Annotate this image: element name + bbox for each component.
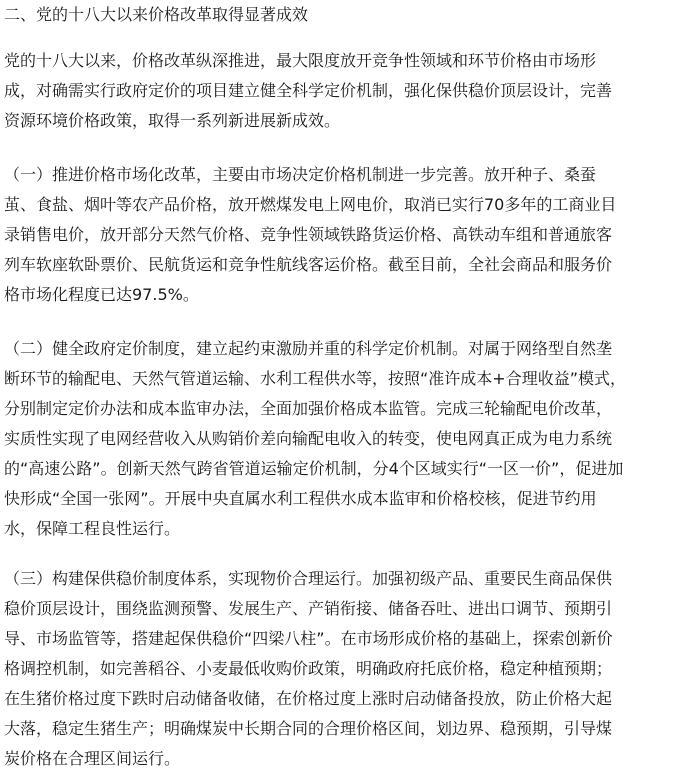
paragraph-line: （一）推进价格市场化改革，主要由市场决定价格机制进一步完善。放开种子、桑蚕: [4, 165, 597, 184]
paragraph-line: 格市场化程度已达97.5%。: [4, 285, 199, 304]
paragraph-line: 炭价格在合理区间运行。: [4, 749, 181, 768]
section-heading: 二、党的十八大以来价格改革取得显著成效: [4, 5, 309, 24]
paragraph-line: 格调控机制，如完善稻谷、小麦最低收购价政策，明确政府托底价格，稳定种植预期；: [4, 659, 613, 678]
paragraph-line: 分别制定定价办法和成本监审办法，全面加强价格成本监管。完成三轮输配电价改革，: [4, 399, 613, 418]
paragraph-line: 录销售电价，放开部分天然气价格、竞争性领域铁路货运价格、高铁动车组和普通旅客: [4, 225, 613, 244]
paragraph-line: 列车软座软卧票价、民航货运和竞争性航线客运价格。截至目前，全社会商品和服务价: [4, 255, 613, 274]
paragraph-line: 快形成“全国一张网”。开展中央直属水利工程供水成本监审和价格校核，促进节约用: [4, 489, 597, 508]
paragraph-line: 实质性实现了电网经营收入从购销价差向输配电收入的转变，使电网真正成为电力系统: [4, 429, 613, 448]
paragraph-line: 稳价顶层设计，围绕监测预警、发展生产、产销衔接、储备吞吐、进出口调节、预期引: [4, 599, 613, 618]
paragraph-line: 导、市场监管等，搭建起保供稳价“四梁八柱”。在市场形成价格的基础上，探索创新价: [4, 629, 613, 648]
paragraph-line: （三）构建保供稳价制度体系，实现物价合理运行。加强初级产品、重要民生商品保供: [4, 569, 613, 588]
paragraph-line: 大落，稳定生猪生产；明确煤炭中长期合同的合理价格区间，划边界、稳预期，引导煤: [4, 719, 613, 738]
paragraph-intro: [4, 46, 612, 136]
paragraph-line: 的“高速公路”。创新天然气跨省管道运输定价机制，分4个区域实行“一区一价”，促进加: [4, 459, 624, 478]
paragraph-line: （二）健全政府定价制度，建立起约束激励并重的科学定价机制。对属于网络型自然垄: [4, 339, 613, 358]
paragraph-line: 茧、食盐、烟叶等农产品价格，放开燃煤发电上网电价，取消已实行70多年的工商业目: [4, 195, 617, 214]
paragraph-supply-price-stability: [4, 564, 613, 774]
paragraph-line: 党的十八大以来，价格改革纵深推进，最大限度放开竞争性领域和环节价格由市场形: [4, 51, 597, 70]
paragraph-line: 资源环境价格政策，取得一系列新进展新成效。: [4, 111, 341, 130]
paragraph-line: 在生猪价格过度下跌时启动储备收储，在价格过度上涨时启动储备投放，防止价格大起: [4, 689, 613, 708]
paragraph-line: 成，对确需实行政府定价的项目建立健全科学定价机制，强化保供稳价顶层设计，完善: [4, 81, 613, 100]
paragraph-line: 断环节的输配电、天然气管道运输、水利工程供水等，按照“准许成本+合理收益”模式，: [4, 369, 626, 388]
paragraph-government-pricing: [4, 334, 626, 544]
paragraph-line: 水，保障工程良性运行。: [4, 519, 181, 538]
paragraph-market-reform: [4, 160, 616, 310]
